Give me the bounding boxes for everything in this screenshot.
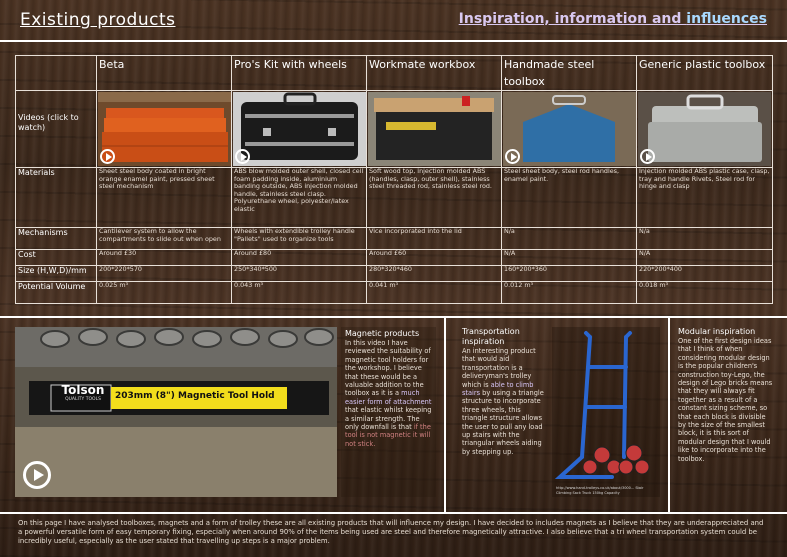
table-cell: N/A bbox=[637, 250, 773, 266]
row-label-size: Size (H,W,D)/mm bbox=[16, 266, 97, 282]
beta-toolbox-image bbox=[98, 92, 231, 166]
table-cell: Around £80 bbox=[232, 250, 367, 266]
video-thumbnail-steel-toolbox[interactable] bbox=[502, 91, 637, 168]
workmate-image bbox=[368, 92, 501, 166]
page-subtitle bbox=[459, 11, 767, 27]
magnetic-video[interactable] bbox=[15, 327, 337, 497]
play-icon[interactable] bbox=[505, 149, 520, 164]
table-cell: Sheet steel body coated in bright orange enamel paint, pressed sheet steel mechanism bbox=[97, 168, 232, 228]
steel-toolbox-image bbox=[503, 92, 636, 166]
table-cell: 0.012 m³ bbox=[502, 282, 637, 304]
table-header-row bbox=[16, 56, 773, 91]
panel-divider bbox=[668, 318, 670, 512]
brand-name: Tolson bbox=[61, 383, 105, 397]
column-header: Workmate workbox bbox=[367, 56, 502, 91]
transport-panel bbox=[462, 327, 546, 497]
table-cell: Vice incorporated into the lid bbox=[367, 228, 502, 250]
table-cell: Steel sheet body, steel rod handles, enamel paint. bbox=[502, 168, 637, 228]
table-row-volume bbox=[16, 282, 773, 304]
comparison-table bbox=[15, 55, 773, 304]
table-cell: 220*200*400 bbox=[637, 266, 773, 282]
text-span: An interesting product that would aid transportation is a deliveryman's trolley which is bbox=[462, 347, 536, 389]
table-cell: N/A bbox=[502, 250, 637, 266]
footer-summary: On this page I have analysed toolboxes, magnets and a form of trolley these are all existing products that will influence my design. I have decided to includes magnets as I believe that they are underappreciated and a powerful versatile form of easy temporary fixing, especially when around 90% of the items being used are steel and therefore magnetically attractive. I also believe that a tri wheel transportation system could be incredibly useful, especially as the user stated that travelling up steps is a major problem. bbox=[18, 519, 764, 545]
brand-logo bbox=[55, 383, 111, 403]
modular-panel bbox=[678, 327, 774, 497]
table-cell: N/a bbox=[637, 228, 773, 250]
play-icon[interactable] bbox=[100, 149, 115, 164]
footer-divider bbox=[0, 512, 787, 514]
text-span: In this video I have reviewed the suitability of magnetic tool holders for the workshop. I believe that these would be a valuable addition to the toolbox as it is a bbox=[345, 339, 431, 398]
table-cell: Around £30 bbox=[97, 250, 232, 266]
warning-text: if the tool is not magnetic it will not stick. bbox=[345, 423, 431, 448]
column-header: Generic plastic toolbox bbox=[637, 56, 773, 91]
row-label-videos: Videos (click to watch) bbox=[16, 91, 97, 168]
table-row-materials bbox=[16, 168, 773, 228]
row-label-volume: Potential Volume bbox=[16, 282, 97, 304]
table-corner bbox=[16, 56, 97, 91]
column-header: Beta bbox=[97, 56, 232, 91]
transport-title: Transportation inspiration bbox=[462, 327, 520, 346]
play-icon[interactable] bbox=[640, 149, 655, 164]
transport-text bbox=[462, 347, 546, 456]
plastic-toolbox-image bbox=[638, 92, 771, 166]
table-row-cost bbox=[16, 250, 773, 266]
video-thumbnail-beta[interactable] bbox=[97, 91, 232, 168]
table-cell: N/a bbox=[502, 228, 637, 250]
magnetic-title: Magnetic products bbox=[345, 329, 420, 338]
table-cell: Wheels with extendible trolley handle "Pallets" used to organize tools bbox=[232, 228, 367, 250]
accent-text: much easier form of attachment bbox=[345, 389, 432, 406]
stair-trolley-image bbox=[552, 327, 660, 487]
table-cell: 0.018 m³ bbox=[637, 282, 773, 304]
text-span: that elastic whilst keeping a similar strength. The only downfall is that bbox=[345, 406, 432, 432]
row-label-mechanisms: Mechanisms bbox=[16, 228, 97, 250]
header-divider bbox=[0, 40, 787, 42]
video-thumbnail-workmate[interactable] bbox=[367, 91, 502, 168]
subtitle-highlight: influences bbox=[686, 11, 767, 27]
text-span: by using a triangle structure to incorporate three wheels, this triangle structure allows the user to pull any load up stairs with the triangular wheels aiding by stepping up. bbox=[462, 389, 544, 456]
table-cell: Cantilever system to allow the compartments to slide out when open bbox=[97, 228, 232, 250]
table-cell: 0.025 m³ bbox=[97, 282, 232, 304]
table-cell: 0.041 m³ bbox=[367, 282, 502, 304]
modular-title: Modular inspiration bbox=[678, 327, 756, 336]
table-row-videos bbox=[16, 91, 773, 168]
pros-kit-image bbox=[233, 92, 366, 166]
play-icon[interactable] bbox=[235, 149, 250, 164]
page-title: Existing products bbox=[20, 10, 176, 30]
table-cell: ABS blow molded outer shell, closed cell foam padding inside, aluminium banding outside, ABS injection molded handle, stainless steel clasp. Polyurethane wheel, polyester/latex elastic bbox=[232, 168, 367, 228]
image-credit[interactable]: http://www.hand-trolleys.co.uk/about/3000... Stair Climbing Sack Truck 150kg Capacity bbox=[556, 486, 644, 495]
play-icon[interactable] bbox=[23, 461, 51, 489]
video-thumbnail-plastic-toolbox[interactable] bbox=[637, 91, 773, 168]
row-label-cost: Cost bbox=[16, 250, 97, 266]
panel-divider bbox=[444, 318, 446, 512]
table-cell: 0.043 m³ bbox=[232, 282, 367, 304]
column-header: Handmade steel toolbox bbox=[502, 56, 637, 91]
magnetic-panel bbox=[341, 327, 436, 497]
magnetic-text bbox=[341, 339, 436, 448]
accent-text: able to climb stairs bbox=[462, 380, 534, 398]
magnetic-holder-image bbox=[15, 327, 337, 497]
trolley-image-panel bbox=[552, 327, 660, 497]
table-cell: Soft wood top, injection molded ABS (handles, clasp, outer shell), stainless steel threaded rod, stainless steel rod. bbox=[367, 168, 502, 228]
table-row-mechanisms bbox=[16, 228, 773, 250]
table-cell: 200*220*570 bbox=[97, 266, 232, 282]
row-label-materials: Materials bbox=[16, 168, 97, 228]
table-cell: 160*200*360 bbox=[502, 266, 637, 282]
brand-tagline: QUALITY TOOLS bbox=[65, 397, 101, 402]
magnet-label-text: 203mm (8") Magnetic Tool Hold bbox=[115, 391, 275, 401]
subtitle-text: Inspiration, information and bbox=[458, 11, 687, 27]
table-cell: 250*340*500 bbox=[232, 266, 367, 282]
modular-text: One of the first design ideas that I think of when considering modular design is the popular children's construction toy-Lego, the design of Lego bricks means that they will always fit together as a result of a constant sizing scheme, so that each block is divisible by the size of the smallest block, it is this sort of modular design that I would like to incorporate into the toolbox. bbox=[678, 337, 773, 463]
table-cell: Injection molded ABS plastic case, clasp, tray and handle Rivets, Steel rod for hinge and clasp bbox=[637, 168, 773, 228]
table-cell: 280*320*460 bbox=[367, 266, 502, 282]
table-cell: Around £60 bbox=[367, 250, 502, 266]
video-thumbnail-pros-kit[interactable] bbox=[232, 91, 367, 168]
table-row-size bbox=[16, 266, 773, 282]
column-header: Pro's Kit with wheels bbox=[232, 56, 367, 91]
